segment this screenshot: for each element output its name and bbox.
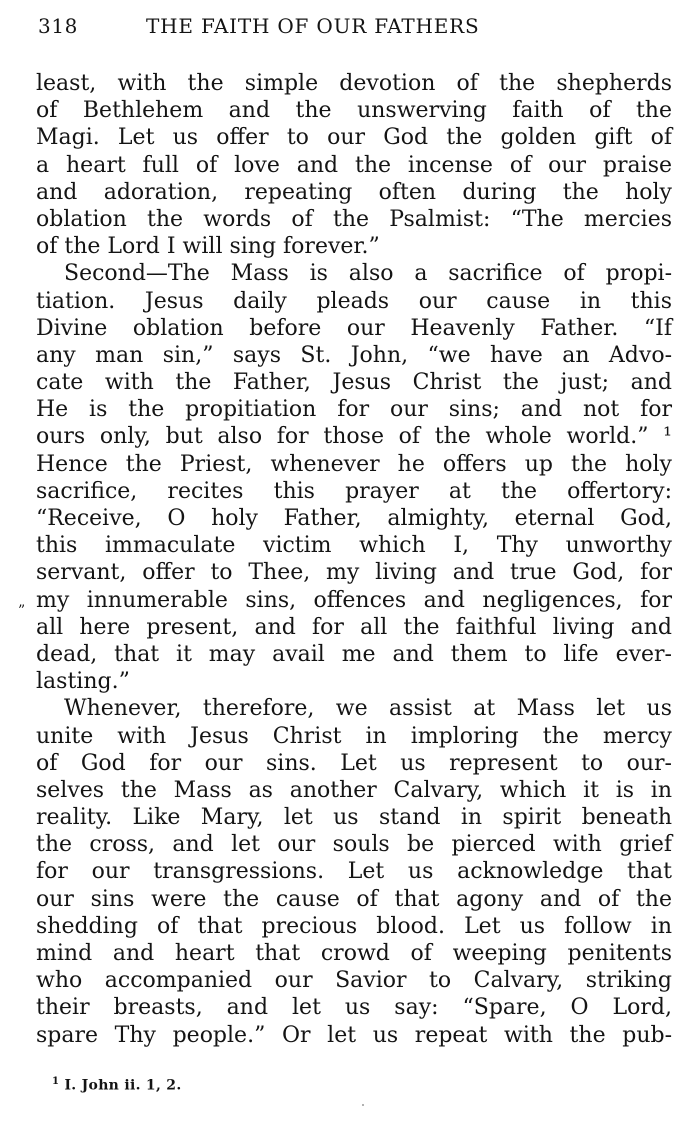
body-text: [36, 70, 672, 1049]
page-header: [38, 14, 678, 48]
text-line: a heart full of love and the incense of our praise: [36, 152, 672, 178]
footnote-text: I. John ii. 1, 2.: [59, 1077, 182, 1094]
text-line: oblation the words of the Psalmist: “The mercies: [36, 206, 672, 232]
text-line: all here present, and for all the faithful living and: [36, 614, 672, 640]
text-line: our sins were the cause of that agony and of the: [36, 886, 672, 912]
text-line: the cross, and let our souls be pierced with grief: [36, 832, 672, 858]
text-line: reality. Like Mary, let us stand in spirit beneath: [36, 805, 672, 831]
text-line: “Receive, O holy Father, almighty, eternal God,: [36, 506, 672, 531]
text-line: of Bethlehem and the unswerving faith of the: [36, 98, 672, 124]
text-line: this immaculate victim which I, Thy unworthy: [36, 533, 672, 559]
text-line: of God for our sins. Let us represent to our-: [36, 750, 672, 776]
margin-mark: ”: [18, 603, 26, 619]
text-line: dead, that it may avail me and them to life ever-: [36, 641, 672, 667]
text-line: their breasts, and let us say: “Spare, O Lord,: [36, 995, 672, 1021]
paper-speck: [362, 1104, 364, 1106]
text-line: who accompanied our Savior to Calvary, striking: [36, 968, 672, 994]
text-line: Second—The Mass is also a sacrifice of propi-: [64, 261, 672, 287]
text-line: unite with Jesus Christ in imploring the mercy: [36, 723, 672, 749]
page-number: 318: [38, 14, 78, 38]
text-line: tiation. Jesus daily pleads our cause in this: [36, 288, 672, 314]
text-line: Magi. Let us offer to our God the golden gift of: [36, 125, 672, 151]
text-line: cate with the Father, Jesus Christ the just; and: [36, 370, 672, 396]
text-line: shedding of that precious blood. Let us follow in: [36, 913, 672, 939]
text-line: and adoration, repeating often during the holy: [36, 179, 672, 205]
text-line: for our transgressions. Let us acknowledge that: [36, 859, 672, 885]
text-line: my innumerable sins, offences and negligences, for: [36, 587, 672, 613]
text-line: ours only, but also for those of the whole world.” ¹: [36, 424, 672, 450]
text-line: of the Lord I will sing forever.”: [36, 234, 380, 260]
running-title: THE FAITH OF OUR FATHERS: [146, 14, 480, 38]
text-line: Divine oblation before our Heavenly Father. “If: [36, 315, 672, 341]
text-line: mind and heart that crowd of weeping penitents: [36, 941, 672, 966]
text-line: any man sin,” says St. John, “we have an Advo-: [36, 342, 672, 368]
text-line: selves the Mass as another Calvary, which it is in: [36, 777, 672, 803]
text-line: spare Thy people.” Or let us repeat with the pub-: [36, 1022, 672, 1048]
text-line: sacrifice, recites this prayer at the offertory:: [36, 478, 672, 504]
footnote: [52, 1076, 182, 1094]
text-line: lasting.”: [36, 669, 130, 695]
text-line: Hence the Priest, whenever he offers up the holy: [36, 451, 672, 477]
text-line: He is the propitiation for our sins; and not for: [36, 397, 672, 423]
text-line: least, with the simple devotion of the shepherds: [36, 71, 672, 96]
text-line: Whenever, therefore, we assist at Mass let us: [64, 696, 672, 722]
text-line: servant, offer to Thee, my living and true God, for: [36, 560, 672, 586]
footnote-marker: 1: [52, 1076, 60, 1087]
